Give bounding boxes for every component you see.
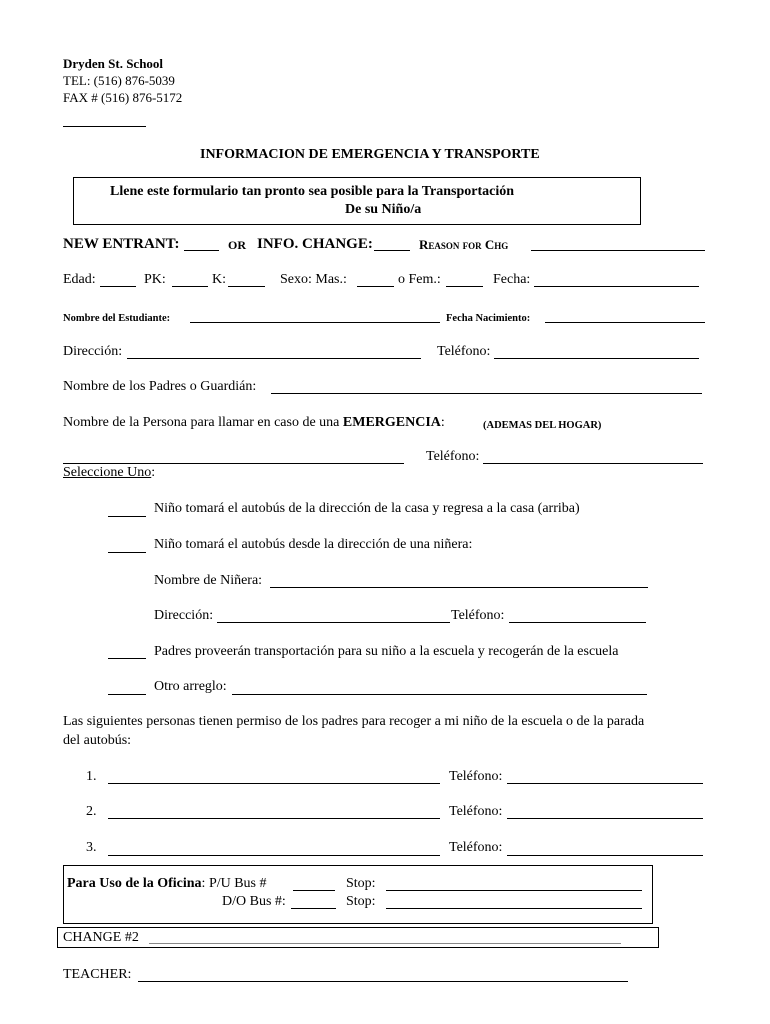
option-other-field[interactable] <box>232 694 647 695</box>
emergency-label-prefix: Nombre de la Persona para llamar en caso de una <box>63 415 343 430</box>
pu-bus-label: P/U Bus # <box>208 876 267 891</box>
pu-stop-label: Stop: <box>346 876 376 891</box>
sexo-fem-field[interactable] <box>446 286 483 287</box>
sitter-name-field[interactable] <box>270 587 648 588</box>
student-name-label: Nombre del Estudiante: <box>63 313 171 324</box>
k-field[interactable] <box>228 286 265 287</box>
notice-line-1: Llene este formulario tan pronto sea posible para la Transportación <box>110 184 515 199</box>
select-one-text: Seleccione Uno <box>63 465 152 480</box>
phone-field[interactable] <box>494 358 699 359</box>
student-name-field[interactable] <box>190 322 440 323</box>
parents-label: Nombre de los Padres o Guardián: <box>63 379 257 394</box>
do-stop-label: Stop: <box>346 894 376 909</box>
teacher-label: TEACHER: <box>63 967 132 982</box>
fecha-label: Fecha: <box>493 272 531 287</box>
edad-field[interactable] <box>100 286 136 287</box>
fem-label: o Fem.: <box>398 272 441 287</box>
sexo-label: Sexo: Mas.: <box>280 272 347 287</box>
do-bus-field[interactable] <box>291 908 336 909</box>
address-field[interactable] <box>127 358 421 359</box>
option-home-label: Niño tomará el autobús de la dirección de la casa y regresa a la casa (arriba) <box>154 501 580 516</box>
pk-label: PK: <box>144 272 166 287</box>
new-entrant-field[interactable] <box>184 250 219 251</box>
k-label: K: <box>212 272 226 287</box>
do-bus-label: D/O Bus #: <box>222 894 286 909</box>
fecha-field[interactable] <box>534 286 699 287</box>
option-other-label: Otro arreglo: <box>154 679 227 694</box>
sitter-phone-label: Teléfono: <box>451 608 505 623</box>
office-pu-row <box>67 876 267 892</box>
emergency-name-field[interactable] <box>63 463 404 464</box>
select-one-colon: : <box>151 465 156 480</box>
pickup-text-line-2: del autobús: <box>63 733 132 748</box>
reason-field[interactable] <box>531 250 705 251</box>
office-colon: : <box>201 876 206 891</box>
pickup-num-3: 3. <box>86 840 97 855</box>
office-label: Para Uso de la Oficina <box>67 876 202 891</box>
pickup-phone-label-2: Teléfono: <box>449 804 503 819</box>
pickup-text-line-1: Las siguientes personas tienen permiso de los padres para recoger a mi niño de la escuela o de la parada <box>63 714 645 729</box>
birthdate-field[interactable] <box>545 322 705 323</box>
emergency-note: (ADEMAS DEL HOGAR) <box>483 420 602 431</box>
pickup-name-field-3[interactable] <box>108 855 440 856</box>
pickup-phone-field-1[interactable] <box>507 783 703 784</box>
header-divider <box>63 126 146 127</box>
pickup-phone-field-2[interactable] <box>507 818 703 819</box>
option-sitter-checkbox[interactable] <box>108 552 146 553</box>
info-change-label: INFO. CHANGE: <box>257 236 373 252</box>
emergency-label <box>63 415 445 431</box>
option-sitter-label: Niño tomará el autobús desde la dirección de una niñera: <box>154 537 473 552</box>
address-label: Dirección: <box>63 344 123 359</box>
do-stop-field[interactable] <box>386 908 642 909</box>
option-other-checkbox[interactable] <box>108 694 146 695</box>
info-change-field[interactable] <box>374 250 410 251</box>
teacher-field[interactable] <box>138 981 628 982</box>
form-title: INFORMACION DE EMERGENCIA Y TRANSPORTE <box>200 147 540 162</box>
pickup-name-field-1[interactable] <box>108 783 440 784</box>
pu-stop-field[interactable] <box>386 890 642 891</box>
pickup-num-1: 1. <box>86 769 97 784</box>
notice-line-2: De su Niño/a <box>345 202 422 217</box>
change-field[interactable] <box>149 943 621 944</box>
pickup-phone-label-3: Teléfono: <box>449 840 503 855</box>
birthdate-label: Fecha Nacimiento: <box>446 313 531 324</box>
sitter-phone-field[interactable] <box>509 622 646 623</box>
pickup-num-2: 2. <box>86 804 97 819</box>
sitter-name-label: Nombre de Niñera: <box>154 573 263 588</box>
new-entrant-label: NEW ENTRANT: <box>63 236 180 252</box>
reason-label: Reason for Chg <box>419 237 509 252</box>
sitter-address-label: Dirección: <box>154 608 214 623</box>
select-one-label <box>63 465 155 481</box>
pk-field[interactable] <box>172 286 208 287</box>
sitter-address-field[interactable] <box>217 622 450 623</box>
change-box <box>57 927 659 948</box>
option-parents-checkbox[interactable] <box>108 658 146 659</box>
school-fax: FAX # (516) 876-5172 <box>63 90 183 105</box>
emergency-phone-field[interactable] <box>483 463 703 464</box>
pickup-phone-field-3[interactable] <box>507 855 703 856</box>
sexo-mas-field[interactable] <box>357 286 394 287</box>
emergency-phone-label: Teléfono: <box>426 449 480 464</box>
school-name: Dryden St. School <box>63 56 164 71</box>
emergency-label-colon: : <box>440 415 445 430</box>
school-phone: TEL: (516) 876-5039 <box>63 73 175 88</box>
pickup-phone-label-1: Teléfono: <box>449 769 503 784</box>
option-home-checkbox[interactable] <box>108 516 146 517</box>
pickup-name-field-2[interactable] <box>108 818 440 819</box>
pu-bus-field[interactable] <box>293 890 335 891</box>
emergency-label-bold: EMERGENCIA <box>342 415 441 430</box>
parents-field[interactable] <box>271 393 702 394</box>
or-label: OR <box>228 238 246 252</box>
change-label: CHANGE #2 <box>63 930 139 945</box>
edad-label: Edad: <box>63 272 96 287</box>
option-parents-label: Padres proveerán transportación para su niño a la escuela y recogerán de la escuela <box>154 644 619 659</box>
phone-label: Teléfono: <box>437 344 491 359</box>
